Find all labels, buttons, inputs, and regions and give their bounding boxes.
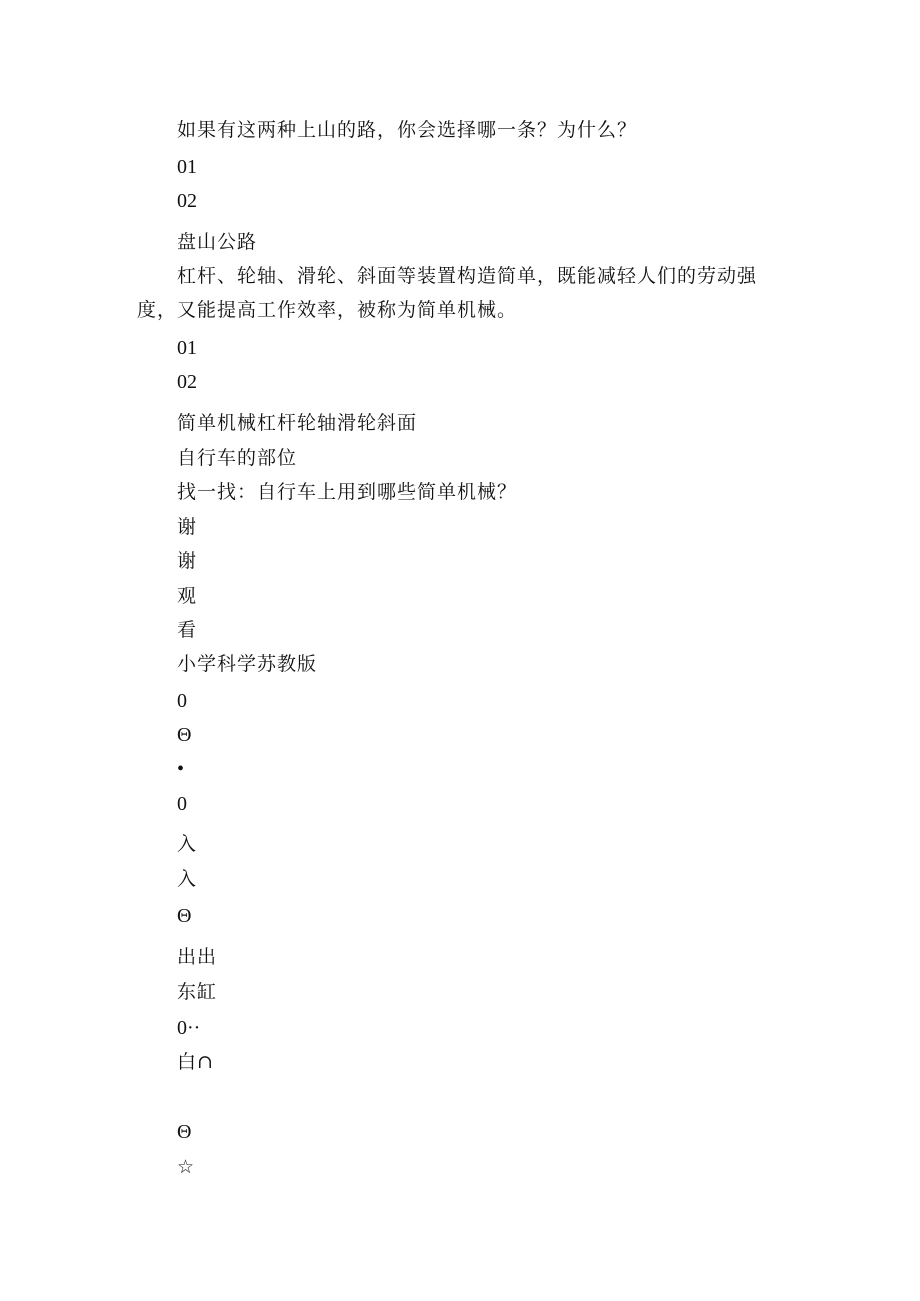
question-text: 如果有这两种上山的路，你会选择哪一条？为什么？	[177, 119, 638, 141]
mountain-road-label: 盘山公路	[177, 231, 258, 253]
section-number: 02	[177, 190, 197, 212]
symbol-zero: 0	[177, 793, 187, 815]
symbol-theta: Θ	[177, 905, 192, 927]
machine-list: 简单机械杠杆轮轴滑轮斜面	[177, 412, 418, 434]
symbol-bullet: •	[177, 758, 185, 780]
symbol-bai: 白∩	[177, 1051, 214, 1073]
publisher-label: 小学科学苏教版	[177, 653, 318, 675]
star-icon: ☆	[177, 1156, 196, 1178]
section-number: 01	[177, 156, 197, 178]
symbol-chuchu: 出出	[177, 946, 218, 968]
section-number: 02	[177, 371, 197, 393]
section-number: 01	[177, 337, 197, 359]
symbol-zero-dots: 0··	[177, 1017, 201, 1039]
symbol-ru: 入	[177, 833, 198, 855]
symbol-theta: Θ	[177, 1121, 192, 1143]
symbol-ru: 入	[177, 868, 198, 890]
watch-char: 观	[177, 585, 198, 607]
bike-parts-heading: 自行车的部位	[177, 447, 298, 469]
thanks-char: 谢	[177, 550, 198, 572]
watch-char: 看	[177, 619, 198, 641]
thanks-char: 谢	[177, 516, 198, 538]
symbol-theta: Θ	[177, 724, 192, 746]
definition-paragraph: 杠杆、轮轴、滑轮、斜面等装置构造简单，既能减轻人们的劳动强度，又能提高工作效率，被称为简单机械。	[137, 265, 758, 321]
find-task: 找一找：自行车上用到哪些简单机械？	[177, 481, 518, 503]
symbol-zero: 0	[177, 690, 187, 712]
symbol-donggang: 东缸	[177, 981, 218, 1003]
